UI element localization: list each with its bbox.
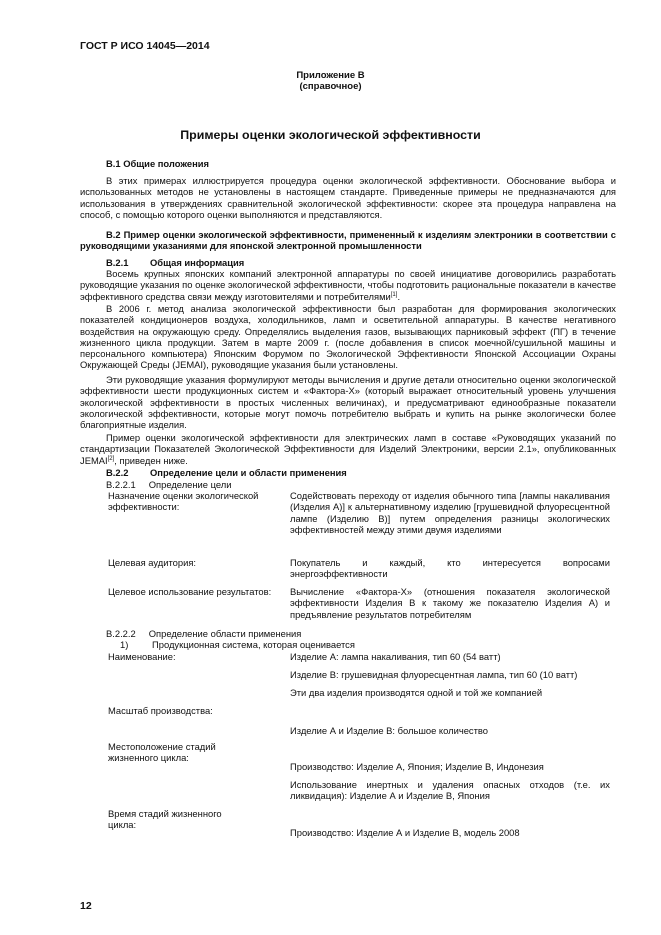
location-value-production: Производство: Изделие А, Япония; Изделие В, Индонезия bbox=[290, 761, 544, 772]
audience-label: Целевая аудитория: bbox=[108, 557, 197, 568]
section-b221-heading: В.2.2.1 Определение цели bbox=[106, 479, 232, 490]
paragraph-2: В 2006 г. метод анализа экологической эффективности был разработан для формирования экологических показателей кондиционеров воздуха, холодильников, ламп и осветительной аппаратуры. В качестве негативного воздействия на окружающую среду. Определялись выделения газов, вызывающих парниковый эффект (ПГ) в течение жизненного цикла продукции. Затем в марте 2009 г. (после добавления в список моечной/сушильной машины и персонального компьютера) Японским Форумом по Экологической Эффективности Японской Ассоциации Охраны Окружающей Среды (JEMAI), руководящие указания были установлены. bbox=[80, 303, 616, 371]
appendix-subtitle: (справочное) bbox=[299, 81, 362, 92]
reference-2: [2] bbox=[107, 455, 115, 462]
purpose-value: Содействовать переходу от изделия обычного типа [лампы накаливания (Изделия А)] к альтернативному изделию [грушевидной флуоресцентной лампе (Изделию В)] путем определения разницы экологических эффективностей между этими двумя изделиями bbox=[290, 490, 610, 535]
paragraph-3: Эти руководящие указания формулируют методы вычисления и другие детали относительно оценки экологической эффективности шести продукционных систем и «Фактора-Х» (который выражает относительный уровень улучшения экологической эффективности в простых численных величинах), и предусматривают единообразные показатели экологической эффективности, которые могут помочь потребителю выбрать и купить на рынке экологически более благоприятные изделия. bbox=[80, 374, 616, 431]
page-title: Примеры оценки экологической эффективности bbox=[180, 128, 481, 142]
item-1-number: 1) bbox=[120, 639, 129, 650]
section-b22-number: В.2.2 bbox=[106, 467, 129, 478]
page-number: 12 bbox=[80, 900, 92, 912]
reference-1: [1] bbox=[390, 291, 398, 298]
scale-value: Изделие А и Изделие В: большое количество bbox=[290, 725, 488, 736]
time-label: Время стадий жизненного цикла: bbox=[108, 808, 222, 831]
purpose-label: Назначение оценки экологической эффективности: bbox=[108, 490, 259, 513]
intended-use-label: Целевое использование результатов: bbox=[108, 586, 272, 597]
section-b1-heading: В.1 Общие положения bbox=[106, 158, 209, 169]
location-value-disposal: Использование инертных и удаления опасных отходов (т.е. их ликвидация): Изделие А и Изделие В, Япония bbox=[290, 779, 610, 802]
paragraph-1-text: Восемь крупных японских компаний электронной аппаратуры по своей инициативе договорились разработать руководящие указания по оценке экологической эффективности, чтобы подготовить рациональные показатели в качестве эффективного средства связи между изготовителями и потребителями bbox=[80, 268, 616, 302]
name-value-a: Изделие А: лампа накаливания, тип 60 (54 ватт) bbox=[290, 651, 501, 662]
name-label: Наименование: bbox=[108, 651, 176, 662]
section-b2-heading: В.2 Пример оценки экологической эффективности, примененный к изделиям электроники в соответствии с руководящими указаниями для японской электронной промышленности bbox=[80, 229, 616, 252]
section-b222-heading: В.2.2.2 Определение области применения bbox=[106, 628, 302, 639]
name-value-note: Эти два изделия производятся одной и той же компанией bbox=[290, 687, 543, 698]
paragraph-4-end: , приведен ниже. bbox=[114, 454, 188, 466]
item-1-text: Продукционная система, которая оценивается bbox=[152, 639, 355, 650]
scale-label: Масштаб производства: bbox=[108, 705, 213, 716]
paragraph-4 bbox=[80, 432, 616, 466]
time-value: Производство: Изделие А и Изделие В, модель 2008 bbox=[290, 827, 520, 838]
document-header: ГОСТ Р ИСО 14045—2014 bbox=[80, 40, 210, 52]
paragraph-1-end: . bbox=[397, 290, 401, 302]
section-b21-number: В.2.1 bbox=[106, 257, 129, 268]
paragraph-4-text: Пример оценки экологической эффективности для электрических ламп в составе «Руководящих указаний по стандартизации Показателей Экологической Эффективности для Изделий Электроники, версии 2.1», опубликованных JEMAI bbox=[80, 432, 616, 466]
section-b1-text: В этих примерах иллюстрируется процедура оценки экологической эффективности. Обоснование выбора и использованных методов не установлены в настоящем стандарте. Приведенные примеры не предназначаются для использования в утверждениях сравнительной экологической эффективности: скорее эта процедура направлена на способ, с помощью которого оценки выполняются и представляются. bbox=[80, 175, 616, 220]
audience-value: Покупатель и каждый, кто интересуется вопросами энергоэффективности bbox=[290, 557, 610, 580]
section-b22-heading: Определение цели и области применения bbox=[150, 467, 347, 478]
intended-use-value: Вычисление «Фактора-Х» (отношения показателя экологической эффективности Изделия В к такому же показателю Изделия А) и предъявление результатов потребителям bbox=[290, 586, 610, 620]
location-label: Местоположение стадий жизненного цикла: bbox=[108, 741, 216, 764]
appendix-title: Приложение В bbox=[296, 70, 365, 81]
paragraph-1 bbox=[80, 268, 616, 302]
name-value-b: Изделие В: грушевидная флуоресцентная лампа, тип 60 (10 ватт) bbox=[290, 669, 578, 680]
section-b21-heading: Общая информация bbox=[150, 257, 245, 268]
